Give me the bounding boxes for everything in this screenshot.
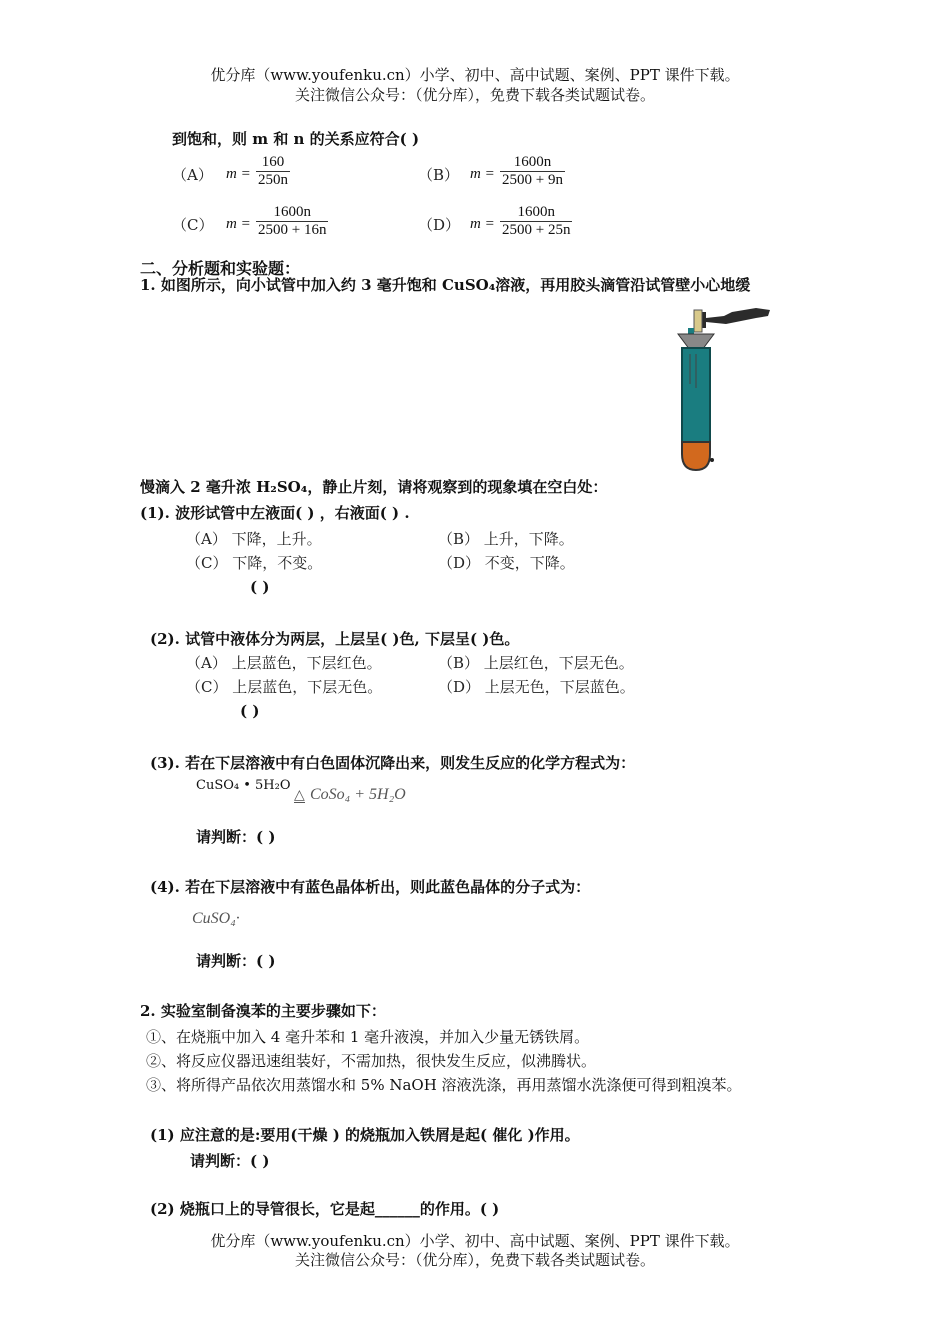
p3-stem: (3). 若在下层溶液中有白色固体沉降出来，则发生反应的化学方程式为： <box>150 754 636 772</box>
p1-option-b: （B） 上升，下降。 <box>438 530 574 548</box>
choice-c-num: 1600n <box>273 204 311 220</box>
choice-a-lhs: m = <box>226 166 251 182</box>
q1-continued: 慢滴入 2 毫升浓 H₂SO₄，静止片刻，请将观察到的现象填在空白处： <box>140 478 608 496</box>
q1-text: 1. 如图所示，向小试管中加入约 3 毫升饱和 CuSO₄溶液，再用胶头滴管沿试管壁小心地缓 <box>140 276 751 294</box>
q2-step-1: ①、在烧瓶中加入 4 毫升苯和 1 毫升液溴，并加入少量无锈铁屑。 <box>146 1028 590 1046</box>
p1-option-d: （D） 不变，下降。 <box>438 554 575 572</box>
choice-d-lhs: m = <box>470 216 495 232</box>
p1-option-c: （C） 下降，不变。 <box>186 554 323 572</box>
q2-step-2: ②、将反应仪器迅速组装好，不需加热，很快发生反应，似沸腾状。 <box>146 1052 597 1070</box>
choice-c-label: （C） <box>172 216 214 234</box>
p2-option-b: （B） 上层红色，下层无色。 <box>438 654 634 672</box>
header-line-2: 关注微信公众号：（优分库），免费下载各类试题试卷。 <box>294 86 655 104</box>
q2-part-2: (2) 烧瓶口上的导管很长，它是起______的作用。( ) <box>150 1200 500 1218</box>
p3-judge: 请判断：( ) <box>196 828 276 846</box>
footer-line-2: 关注微信公众号：（优分库），免费下载各类试题试卷。 <box>294 1251 655 1269</box>
choice-d-fraction <box>500 204 572 239</box>
choice-c-fraction <box>256 204 328 239</box>
p4-formula: CuSO₄· <box>192 910 240 927</box>
choice-b-den: 2500 + 9n <box>502 172 563 188</box>
test-tube-figure <box>672 304 776 476</box>
section-title: 二、分析题和实验题： <box>140 259 301 278</box>
choice-c-lhs: m = <box>226 216 251 232</box>
choice-d-den: 2500 + 25n <box>502 222 571 238</box>
choice-a-den: 250n <box>258 172 288 188</box>
choice-b-fraction <box>500 154 565 189</box>
choice-b-num: 1600n <box>513 154 552 170</box>
choice-b-label: （B） <box>418 166 460 184</box>
question-intro: 到饱和，则 m 和 n 的关系应符合( ) <box>172 130 420 148</box>
q2-step-3: ③、将所得产品依次用蒸馏水和 5% NaOH 溶液洗涤，再用蒸馏水洗涤便可得到粗溴苯。 <box>146 1076 742 1094</box>
p2-stem: (2). 试管中液体分为两层，上层呈( )色, 下层呈( )色。 <box>150 630 520 648</box>
p4-judge: 请判断：( ) <box>196 952 276 970</box>
p1-stem: (1). 波形试管中左液面( ) ，右液面( ) . <box>140 504 410 522</box>
choice-a-label: （A） <box>172 166 213 184</box>
heat-icon: △ <box>294 787 305 803</box>
p3-equation-rhs: CoSo₄ + 5H₂O <box>310 786 406 803</box>
header-line-1: 优分库（www.youfenku.cn）小学、初中、高中试题、案例、PPT 课件下载。 <box>210 66 740 84</box>
choice-d-num: 1600n <box>517 204 555 220</box>
p2-option-c: （C） 上层蓝色，下层无色。 <box>186 678 383 696</box>
p2-option-a: （A） 上层蓝色，下层红色。 <box>186 654 382 672</box>
choice-b-lhs: m = <box>470 166 495 182</box>
choice-a-num: 160 <box>261 154 285 170</box>
p3-equation-lhs: CuSO₄ • 5H₂O <box>196 778 291 793</box>
p1-answer-blank: ( ) <box>250 578 270 596</box>
p2-answer-blank: ( ) <box>240 702 260 720</box>
q2-part-1-judge: 请判断：( ) <box>190 1152 270 1170</box>
choice-c-den: 2500 + 16n <box>258 222 327 238</box>
q2-title: 2. 实验室制备溴苯的主要步骤如下： <box>140 1002 386 1020</box>
choice-a-fraction <box>256 154 290 189</box>
p4-stem: (4). 若在下层溶液中有蓝色晶体析出，则此蓝色晶体的分子式为： <box>150 878 591 896</box>
p2-option-d: （D） 上层无色，下层蓝色。 <box>438 678 635 696</box>
choice-d-label: （D） <box>418 216 461 234</box>
q2-part-1: (1) 应注意的是:要用(干燥 ) 的烧瓶加入铁屑是起( 催化 )作用。 <box>150 1126 580 1144</box>
footer-line-1: 优分库（www.youfenku.cn）小学、初中、高中试题、案例、PPT 课件下载。 <box>210 1232 740 1250</box>
test-tube-lower-liquid <box>682 442 710 470</box>
p1-option-a: （A） 下降，上升。 <box>186 530 322 548</box>
